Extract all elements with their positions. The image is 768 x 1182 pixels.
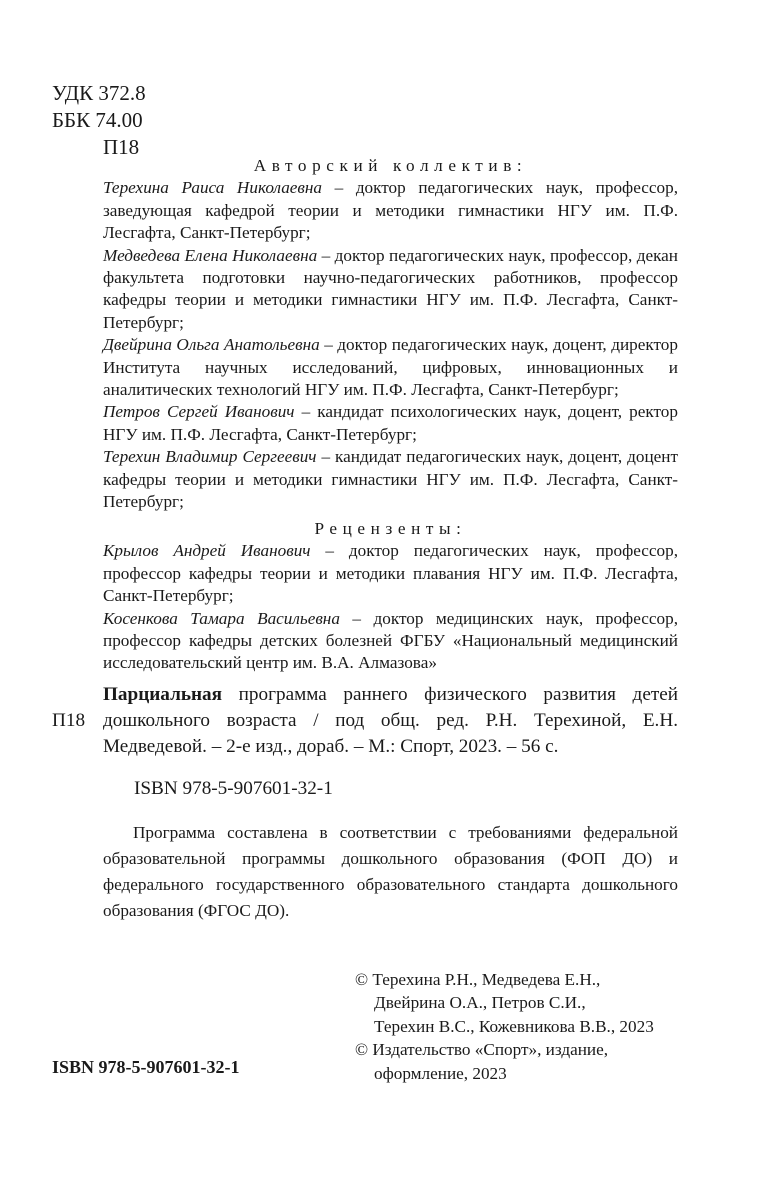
author-entry bbox=[103, 334, 678, 401]
annotation-isbn: ISBN 978-5-907601-32-1 bbox=[134, 778, 333, 799]
author-desc: – доктор педагогических наук, доцент, директор Института научных исследований, цифровых, инновационных и аналитических технологий НГУ им. П.Ф. Лесгафта, Санкт-Петербург; bbox=[103, 335, 678, 400]
copyright-line: оформление, 2023 bbox=[374, 1063, 507, 1083]
abstract bbox=[103, 820, 678, 924]
bbk-code: ББК 74.00 bbox=[52, 108, 143, 132]
copyright-line: Терехин В.С., Кожевникова В.В., 2023 bbox=[374, 1016, 654, 1036]
copyright-line: © Издательство «Спорт», издание, bbox=[355, 1040, 609, 1060]
author-name: Терехина Раиса Николаевна bbox=[103, 178, 322, 198]
author-name: Медведева Елена Николаевна bbox=[103, 245, 318, 265]
copyright-block bbox=[355, 968, 685, 1085]
reviewers-heading: Рецензенты: bbox=[314, 519, 467, 538]
author-entry bbox=[103, 446, 678, 513]
copyright-line: Двейрина О.А., Петров С.И., bbox=[374, 993, 586, 1013]
annotation-author-mark: П18 bbox=[52, 710, 86, 731]
annotation-text: программа раннего физического развития детей дошкольного возраста / под общ. ред. Р.Н. Терехиной, Е.Н. Медведевой. – 2-е изд., дораб. – М.: Спорт, 2023. – 56 с. bbox=[103, 684, 679, 757]
author-name: Двейрина Ольга Анатольевна bbox=[103, 335, 320, 355]
authors-section bbox=[103, 155, 678, 514]
author-desc: – доктор педагогических наук, профессор, декан факультета подготовки научно-педагогических работников, профессор кафедры теории и методики гимнастики НГУ им. П.Ф. Лесгафта, Санкт-Петербург; bbox=[103, 245, 678, 332]
copyright-line: © Терехина Р.Н., Медведева Е.Н., bbox=[355, 970, 601, 989]
author-desc: – кандидат педагогических наук, доцент, доцент кафедры теории и методики гимнастики НГУ им. П.Ф. Лесгафта, Санкт-Петербург; bbox=[103, 447, 679, 512]
author-desc: – кандидат психологических наук, доцент, ректор НГУ им. П.Ф. Лесгафта, Санкт-Петербург; bbox=[103, 402, 678, 444]
author-entry bbox=[103, 245, 678, 335]
annotation-title: Парциальная bbox=[103, 684, 223, 705]
bibliographic-annotation bbox=[103, 682, 678, 760]
reviewer-name: Крылов Андрей Иванович bbox=[103, 541, 311, 561]
author-entry bbox=[103, 401, 678, 446]
reviewer-entry bbox=[103, 540, 678, 607]
reviewer-desc: – доктор медицинских наук, профессор, профессор кафедры детских болезней ФГБУ «Национальный медицинский исследовательский центр им. В.А. Алмазова» bbox=[103, 608, 678, 673]
reviewer-entry bbox=[103, 608, 678, 675]
reviewer-name: Косенкова Тамара Васильевна bbox=[103, 608, 340, 628]
author-name: Терехин Владимир Сергеевич bbox=[103, 447, 317, 467]
footer-isbn: ISBN 978-5-907601-32-1 bbox=[52, 1057, 240, 1077]
author-entry bbox=[103, 177, 678, 244]
udk-code: УДК 372.8 bbox=[52, 81, 146, 105]
reviewer-desc: – доктор педагогических наук, профессор, профессор кафедры теории и методики плавания НГУ им. П.Ф. Лесгафта, Санкт-Петербург; bbox=[103, 541, 679, 606]
abstract-text: Программа составлена в соответствии с требованиями федеральной образовательной программы дошкольного образования (ФОП ДО) и федерального государственного образовательного стандарта дошкольного образования (ФГОС ДО). bbox=[103, 823, 678, 920]
reviewers-section bbox=[103, 518, 678, 675]
author-name: Петров Сергей Иванович bbox=[103, 402, 295, 422]
author-mark: П18 bbox=[103, 135, 140, 159]
author-desc: – доктор педагогических наук, профессор, заведующая кафедрой теории и методики гимнастики НГУ им. П.Ф. Лесгафта, Санкт-Петербург; bbox=[103, 178, 678, 243]
authors-heading: Авторский коллектив: bbox=[253, 156, 528, 175]
